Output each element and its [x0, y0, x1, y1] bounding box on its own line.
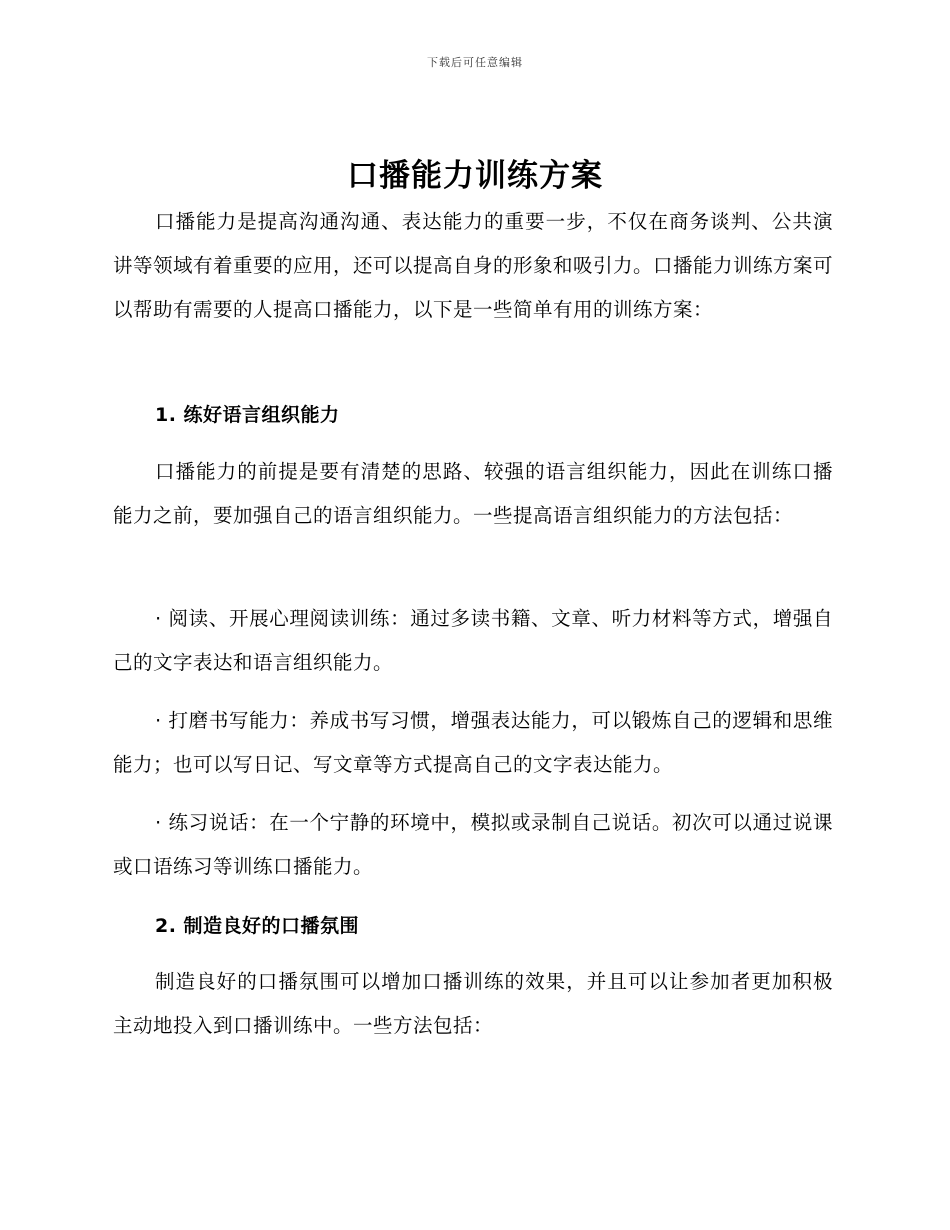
document-title: 口播能力训练方案	[347, 158, 603, 194]
bullet-item: · 打磨书写能力：养成书写习惯，增强表达能力，可以锻炼自己的逻辑和思维能力；也可以写日记、写文章等方式提高自己的文字表达能力。	[113, 709, 833, 776]
page-header: 下载后可任意编辑	[427, 56, 523, 69]
section-heading-2: 2. 制造良好的口播氛围	[155, 915, 360, 937]
intro-paragraph: 口播能力是提高沟通沟通、表达能力的重要一步，不仅在商务谈判、公共演讲等领域有着重要的应用，还可以提高自身的形象和吸引力。口播能力训练方案可以帮助有需要的人提高口播能力，以下是一些简单有用的训练方案：	[113, 210, 834, 321]
section-2-paragraph: 制造良好的口播氛围可以增加口播训练的效果，并且可以让参加者更加积极主动地投入到口播训练中。一些方法包括：	[113, 970, 833, 1037]
section-heading-1: 1. 练好语言组织能力	[155, 404, 340, 426]
bullet-item: · 阅读、开展心理阅读训练：通过多读书籍、文章、听力材料等方式，增强自己的文字表达和语言组织能力。	[113, 607, 833, 674]
bullet-item: · 练习说话：在一个宁静的环境中，模拟或录制自己说话。初次可以通过说课或口语练习等训练口播能力。	[113, 811, 833, 878]
section-1-paragraph: 口播能力的前提是要有清楚的思路、较强的语言组织能力，因此在训练口播能力之前，要加强自己的语言组织能力。一些提高语言组织能力的方法包括：	[113, 460, 833, 527]
